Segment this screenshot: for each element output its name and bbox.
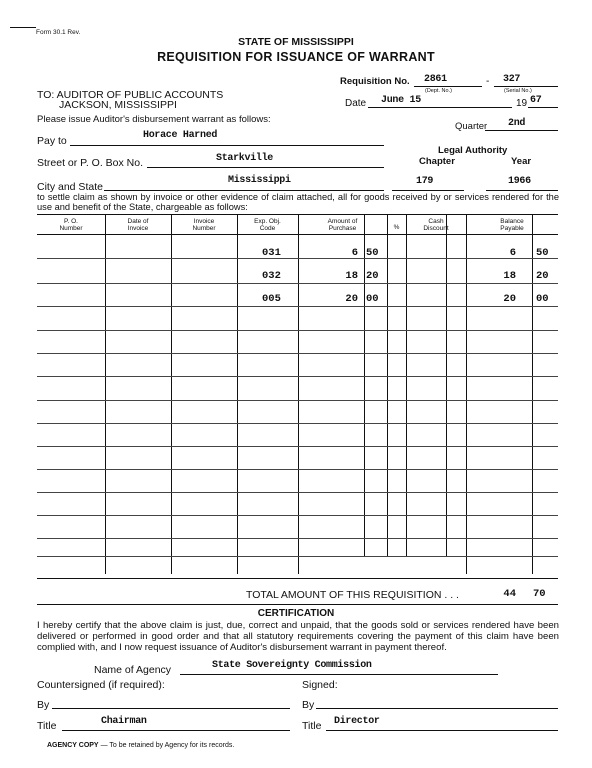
certification-separator xyxy=(37,604,558,605)
row-line xyxy=(37,446,558,447)
col-divider-exp xyxy=(237,214,238,574)
form-title: REQUISITION FOR ISSUANCE OF WARRANT xyxy=(157,50,435,64)
total-label: TOTAL AMOUNT OF THIS REQUISITION . . . xyxy=(246,589,459,601)
header-amount: Amount of Purchase xyxy=(327,218,358,232)
agency-name-value: State Sovereignty Commission xyxy=(212,660,372,671)
dept-no-value: 2861 xyxy=(424,74,447,85)
quarter-value: 2nd xyxy=(508,118,526,129)
date-line xyxy=(368,107,512,108)
exp-code-cell: 031 xyxy=(262,247,281,259)
date-label: Date xyxy=(345,98,367,109)
balance-cents-cell: 50 xyxy=(536,247,549,259)
total-dollars: 44 xyxy=(503,588,516,600)
balance-dollars-cell: 20 xyxy=(503,293,516,305)
title-value-left: Chairman xyxy=(101,716,147,727)
date-value: June 15 xyxy=(381,95,421,106)
serial-no-line xyxy=(494,86,558,87)
amount-cents-cell: 50 xyxy=(366,247,379,259)
legal-authority-heading: Legal Authority xyxy=(438,145,508,156)
chapter-line xyxy=(392,190,464,191)
addressee-line-2: JACKSON, MISSISSIPPI xyxy=(59,99,177,111)
pay-to-line xyxy=(70,145,384,146)
header-po: P. O. Number xyxy=(59,218,83,232)
amount-dollars-cell: 18 xyxy=(345,270,358,282)
countersigned-label: Countersigned (if required): xyxy=(37,679,165,691)
settle-claim-text: to settle claim as shown by invoice or other evidence of claim attached, all for goods received by or services rendered for the use and benefit of the State, chargeable as follows: xyxy=(37,192,559,212)
amount-cents-cell: 00 xyxy=(366,293,379,305)
header-invoice-number: Invoice Number xyxy=(192,218,216,232)
agency-name-line xyxy=(180,674,498,675)
row-line xyxy=(37,469,558,470)
signed-label: Signed: xyxy=(302,679,338,691)
city-value: Mississippi xyxy=(228,175,291,186)
city-line xyxy=(104,190,384,191)
legal-year-label: Year xyxy=(511,156,532,167)
dept-no-caption: (Dept. No.) xyxy=(425,88,452,94)
title-value-right: Director xyxy=(334,716,380,727)
agency-copy-label: AGENCY COPY xyxy=(47,742,99,749)
requisition-label: Requisition No. xyxy=(340,76,410,87)
exp-code-cell: 005 xyxy=(262,293,281,305)
state-heading: STATE OF MISSISSIPPI xyxy=(238,36,354,48)
row-line xyxy=(37,306,558,307)
agency-name-label: Name of Agency xyxy=(94,664,172,676)
col-divider-cents xyxy=(364,214,365,556)
top-corner-mark xyxy=(10,27,36,28)
col-divider-cash-cents xyxy=(446,214,447,556)
balance-cents-cell: 20 xyxy=(536,270,549,282)
row-line xyxy=(37,400,558,401)
row-line xyxy=(37,556,558,557)
quarter-line xyxy=(485,130,558,131)
by-label-left: By xyxy=(37,699,50,711)
city-label: City and State xyxy=(37,181,103,193)
col-divider-amount xyxy=(298,214,299,574)
requisition-dash: - xyxy=(486,76,490,87)
header-balance-payable: Balance Payable xyxy=(500,218,524,232)
serial-no-caption: (Serial No.) xyxy=(504,88,532,94)
title-line-right xyxy=(326,730,558,731)
row-line xyxy=(37,538,558,539)
by-line-left xyxy=(52,708,290,709)
col-divider-invoice xyxy=(171,214,172,574)
balance-dollars-cell: 18 xyxy=(503,270,516,282)
chapter-value: 179 xyxy=(416,176,434,187)
pay-to-value: Horace Harned xyxy=(143,130,218,141)
disbursement-instruction: Please issue Auditor's disbursement warrant as follows: xyxy=(37,114,271,125)
by-label-right: By xyxy=(302,699,315,711)
agency-copy-footer xyxy=(47,742,234,749)
balance-cents-cell: 00 xyxy=(536,293,549,305)
street-label: Street or P. O. Box No. xyxy=(37,157,144,169)
title-label-left: Title xyxy=(37,720,57,732)
year-prefix: 19 xyxy=(516,98,528,109)
col-divider-pct xyxy=(387,214,388,556)
header-cash-discount: Cash Discount xyxy=(423,218,449,232)
row-line xyxy=(37,492,558,493)
col-divider-cash xyxy=(406,214,407,556)
certification-text: I hereby certify that the above claim is just, due, correct and unpaid, that the goods sold or services rendered have been delivered or performed in good order and that all statutory requirements covering the payment of this claim have been complied with, and I now request issuance of Auditor's disbursement warrant in payment thereof. xyxy=(37,620,559,653)
pay-to-label: Pay to xyxy=(37,135,67,147)
table-bottom-border xyxy=(37,578,558,579)
title-line-left xyxy=(62,730,290,731)
row-line xyxy=(37,376,558,377)
total-cents: 70 xyxy=(533,588,546,600)
by-line-right xyxy=(316,708,558,709)
balance-dollars-cell: 6 xyxy=(509,247,516,259)
legal-year-value: 1966 xyxy=(508,176,531,187)
street-value: Starkville xyxy=(216,153,274,164)
amount-dollars-cell: 20 xyxy=(345,293,358,305)
row-line xyxy=(37,423,558,424)
title-label-right: Title xyxy=(302,720,322,732)
header-date-of-invoice: Date of Invoice xyxy=(127,218,149,232)
row-line xyxy=(37,330,558,331)
year-value: 67 xyxy=(530,95,542,106)
certification-heading: CERTIFICATION xyxy=(257,608,335,619)
row-line xyxy=(37,515,558,516)
col-divider-balance-cents xyxy=(532,214,533,574)
amount-cents-cell: 20 xyxy=(366,270,379,282)
street-line xyxy=(147,167,384,168)
addressee-line-1: TO: AUDITOR OF PUBLIC ACCOUNTS xyxy=(37,89,224,101)
row-line xyxy=(37,283,558,284)
row-line xyxy=(37,353,558,354)
chapter-label: Chapter xyxy=(419,156,455,167)
col-divider-balance xyxy=(466,214,467,574)
col-divider-date xyxy=(105,214,106,574)
amount-dollars-cell: 6 xyxy=(351,247,358,259)
exp-code-cell: 032 xyxy=(262,270,281,282)
agency-copy-note: — To be retained by Agency for its records. xyxy=(100,742,235,749)
quarter-label: Quarter xyxy=(455,121,488,132)
dept-no-line xyxy=(414,86,482,87)
header-percent: % xyxy=(393,224,400,231)
form-number: Form 30.1 Rev. xyxy=(36,29,81,36)
year-line xyxy=(528,107,558,108)
legal-year-line xyxy=(486,190,558,191)
header-exp-obj-code: Exp. Obj. Code xyxy=(254,218,281,232)
serial-no-value: 327 xyxy=(503,74,521,85)
